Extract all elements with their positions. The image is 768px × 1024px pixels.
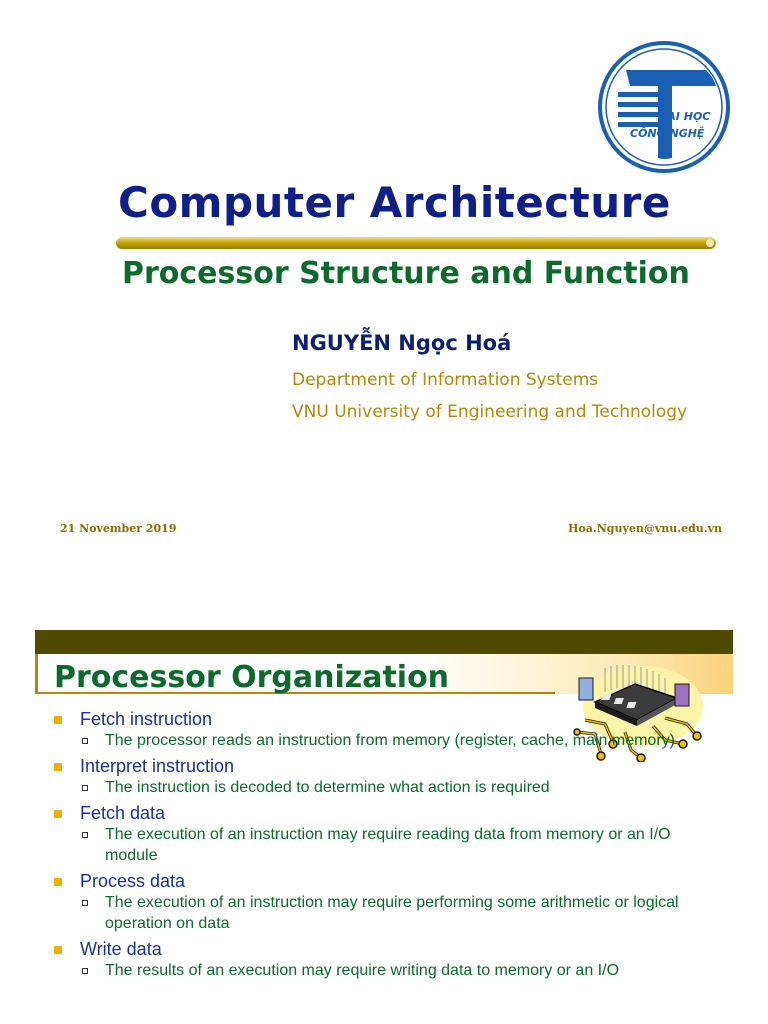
square-bullet-icon <box>54 810 62 818</box>
university-name: VNU University of Engineering and Technology <box>292 402 688 422</box>
bullet-level-1 <box>35 938 733 960</box>
bullet-label: Interpret instruction <box>80 756 235 776</box>
bullet-level-1 <box>35 802 733 824</box>
bullet-label: Process data <box>80 871 186 891</box>
hollow-square-bullet-icon <box>82 785 88 791</box>
list-item <box>35 708 733 751</box>
presentation-title: Computer Architecture <box>118 178 671 227</box>
bullet-level-1 <box>35 870 733 892</box>
author-email: Hoa.Nguyen@vnu.edu.vn <box>568 522 722 535</box>
title-underline-bar <box>116 237 716 249</box>
bullet-detail: The execution of an instruction may require performing some arithmetic or logical operation on data <box>105 894 679 932</box>
list-item <box>35 802 733 866</box>
bullet-level-2 <box>35 730 733 751</box>
logo-line-2: CÔNG NGHỆ <box>630 127 705 140</box>
bullet-label: Fetch data <box>80 803 166 823</box>
list-item <box>35 938 733 981</box>
university-logo-icon <box>596 40 732 174</box>
square-bullet-icon <box>54 716 62 724</box>
square-bullet-icon <box>54 946 62 954</box>
slide-separator <box>0 600 768 630</box>
bullet-level-1 <box>35 755 733 777</box>
bullet-detail: The instruction is decoded to determine what action is required <box>105 779 550 796</box>
bullet-list <box>35 708 733 985</box>
square-bullet-icon <box>54 763 62 771</box>
bullet-label: Fetch instruction <box>80 709 213 729</box>
hollow-square-bullet-icon <box>82 900 88 906</box>
header-left-accent <box>35 654 38 694</box>
bullet-level-2 <box>35 777 733 798</box>
slide-top-bar <box>35 630 733 654</box>
square-bullet-icon <box>54 878 62 886</box>
bullet-level-1 <box>35 708 733 730</box>
slide-title: Processor Organization <box>54 660 450 695</box>
author-name: NGUYỄN Ngọc Hoá <box>292 331 512 355</box>
hollow-square-bullet-icon <box>82 832 88 838</box>
presentation-subtitle: Processor Structure and Function <box>122 256 690 291</box>
bullet-detail: The results of an execution may require writing data to memory or an I/O <box>105 962 620 979</box>
list-item <box>35 755 733 798</box>
bullet-label: Write data <box>80 939 162 959</box>
list-item <box>35 870 733 934</box>
bullet-level-2 <box>35 824 733 866</box>
logo-line-1: ĐẠI HỌC <box>658 110 711 123</box>
content-slide <box>35 630 733 1024</box>
bullet-detail: The execution of an instruction may require reading data from memory or an I/O module <box>105 826 671 864</box>
bullet-detail: The processor reads an instruction from memory (register, cache, main memory) <box>105 732 675 749</box>
department-name: Department of Information Systems <box>292 370 599 390</box>
bullet-level-2 <box>35 892 733 934</box>
bullet-level-2 <box>35 960 733 981</box>
slide-date: 21 November 2019 <box>60 522 177 535</box>
hollow-square-bullet-icon <box>82 968 88 974</box>
hollow-square-bullet-icon <box>82 738 88 744</box>
